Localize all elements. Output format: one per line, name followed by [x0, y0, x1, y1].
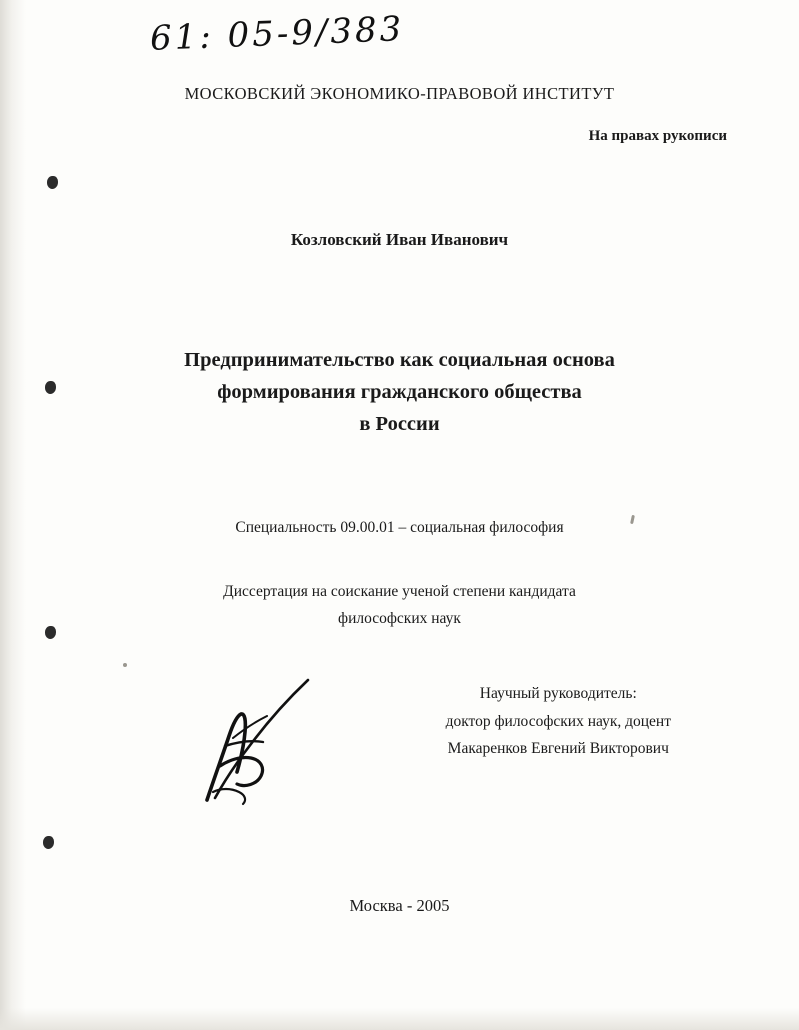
punch-hole — [45, 381, 56, 394]
title-line: в России — [359, 412, 440, 435]
supervisor-name: Макаренков Евгений Викторович — [447, 740, 669, 758]
author-name: Козловский Иван Иванович — [290, 230, 509, 249]
scan-edge-shadow-left — [0, 0, 26, 1030]
scan-speck — [123, 663, 127, 667]
title-line: формирования гражданского общества — [217, 380, 582, 403]
punch-hole — [45, 626, 56, 639]
degree-line: Диссертация на соискание ученой степени кандидата — [223, 583, 576, 600]
institute-name: МОСКОВСКИЙ ЭКОНОМИКО-ПРАВОВОЙ ИНСТИТУТ — [184, 84, 615, 103]
manuscript-rights-note: На правах рукописи — [588, 128, 727, 144]
supervisor-label: Научный руководитель: — [479, 685, 637, 702]
place-and-year: Москва - 2005 — [349, 896, 450, 915]
scan-edge-shadow-bottom — [0, 1008, 799, 1030]
specialty-line: Специальность 09.00.01 – социальная философия — [235, 519, 564, 536]
supervisor-degree: доктор философских наук, доцент — [445, 712, 671, 730]
title-line: Предпринимательство как социальная основа — [184, 349, 615, 371]
punch-hole — [43, 836, 54, 849]
punch-hole — [47, 176, 58, 189]
supervisor-block — [446, 680, 671, 763]
degree-statement — [150, 578, 649, 632]
dissertation-title — [120, 345, 679, 440]
signature-icon — [185, 672, 325, 817]
degree-line: философских наук — [338, 610, 461, 628]
handwritten-call-number: 61: 05-9/383 — [149, 9, 405, 59]
